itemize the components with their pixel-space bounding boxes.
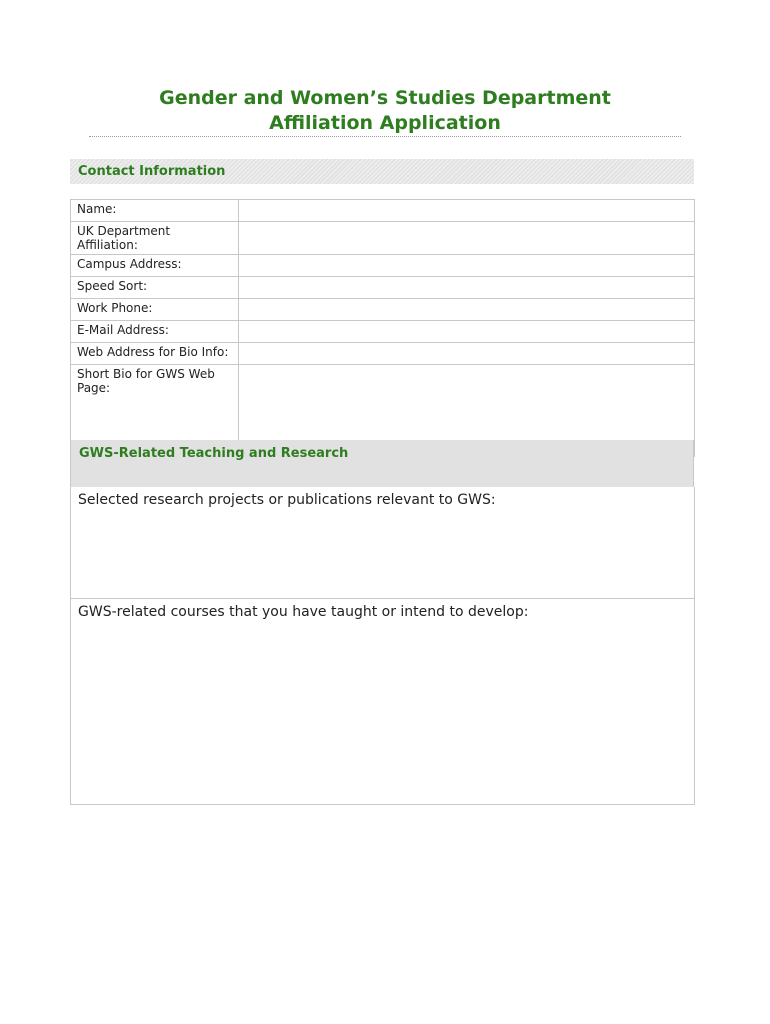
- contact-row-email: [71, 321, 695, 343]
- gws-courses-box[interactable]: [70, 598, 695, 805]
- title-line-1: Gender and Women’s Studies Department: [159, 87, 611, 109]
- name-field[interactable]: [239, 200, 695, 222]
- work-phone-label: Work Phone:: [71, 299, 239, 321]
- email-label: E-Mail Address:: [71, 321, 239, 343]
- department-field[interactable]: [239, 222, 695, 255]
- document-title: [0, 86, 770, 136]
- teaching-section-header: GWS-Related Teaching and Research: [70, 440, 694, 487]
- campus-address-label: Campus Address:: [71, 255, 239, 277]
- title-divider: [89, 136, 681, 137]
- gws-courses-prompt: GWS-related courses that you have taught or intend to develop:: [78, 604, 529, 620]
- short-bio-label: Short Bio for GWS Web Page:: [71, 365, 239, 457]
- work-phone-field[interactable]: [239, 299, 695, 321]
- name-label: Name:: [71, 200, 239, 222]
- web-address-label: Web Address for Bio Info:: [71, 343, 239, 365]
- contact-row-web-address: [71, 343, 695, 365]
- title-line-2: Affiliation Application: [269, 112, 501, 134]
- speed-sort-field[interactable]: [239, 277, 695, 299]
- campus-address-field[interactable]: [239, 255, 695, 277]
- contact-table: [70, 199, 695, 457]
- web-address-field[interactable]: [239, 343, 695, 365]
- contact-row-campus-address: [71, 255, 695, 277]
- contact-row-name: [71, 200, 695, 222]
- research-projects-box[interactable]: [70, 487, 695, 599]
- contact-row-speed-sort: [71, 277, 695, 299]
- contact-section-header: Contact Information: [70, 159, 694, 184]
- speed-sort-label: Speed Sort:: [71, 277, 239, 299]
- contact-row-work-phone: [71, 299, 695, 321]
- department-label: UK Department Affiliation:: [71, 222, 239, 255]
- contact-row-department: [71, 222, 695, 255]
- research-projects-prompt: Selected research projects or publications relevant to GWS:: [78, 492, 496, 508]
- email-field[interactable]: [239, 321, 695, 343]
